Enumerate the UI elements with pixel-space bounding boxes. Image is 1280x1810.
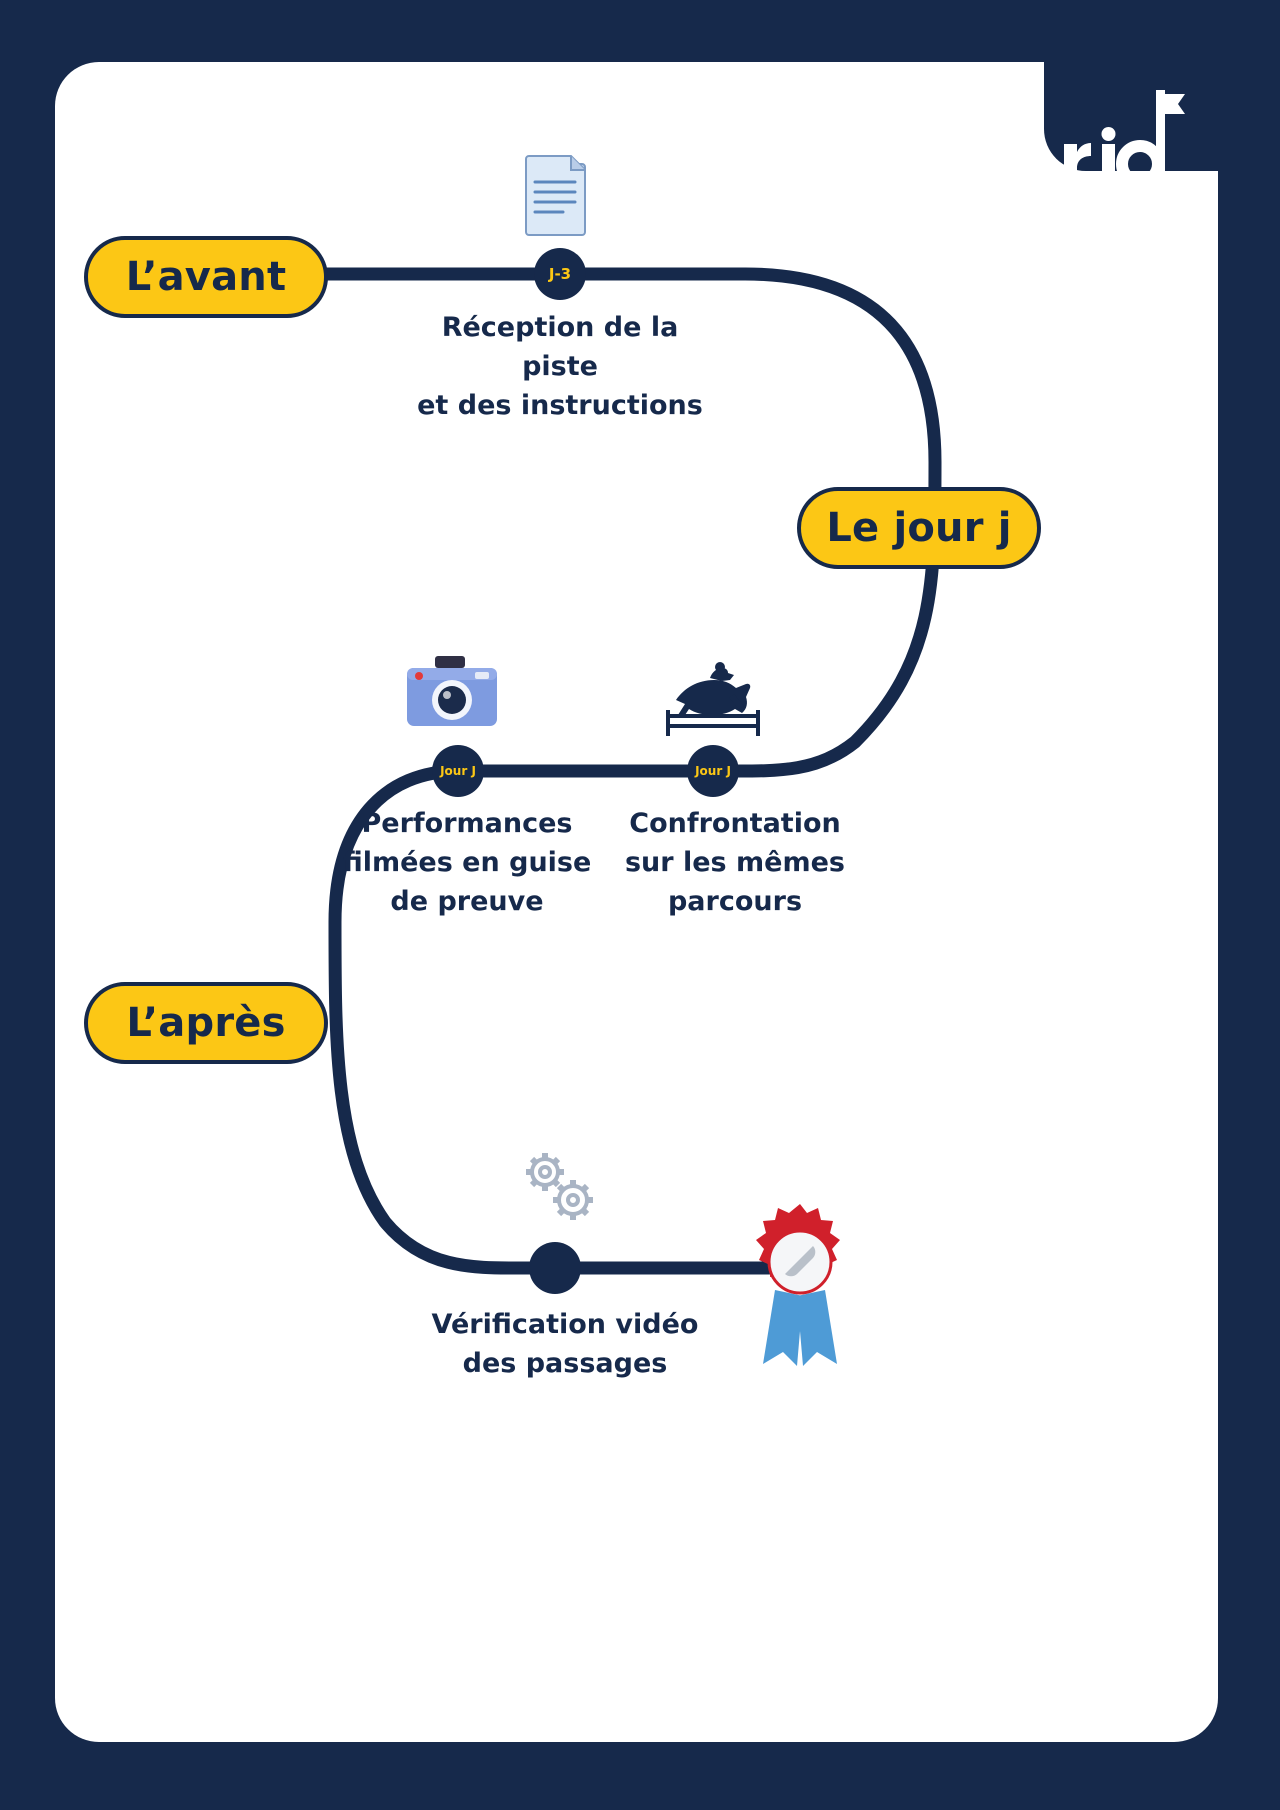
step-caption-performances-line-2: filmées en guise (342, 847, 592, 879)
stage-pill-jour-j-label: Le jour j (826, 505, 1012, 551)
step-caption-confrontation-line-2: sur les mêmes (624, 847, 845, 879)
step-caption-reception-line-1: Réception de la (441, 312, 679, 343)
stage-pill-avant-label: L’avant (125, 254, 287, 300)
node-label-confrontation: Jour J (695, 764, 731, 778)
step-caption-verification (395, 1305, 735, 1383)
step-caption-reception-line-3: et des instructions (417, 390, 703, 422)
stage-pill-apres-label: L’après (126, 1000, 286, 1046)
document-icon (523, 154, 599, 240)
camera-icon (405, 654, 499, 734)
step-caption-confrontation-line-1: Confrontation (629, 808, 841, 839)
timeline-node-reception[interactable] (534, 248, 586, 300)
step-caption-reception-line-2: piste (522, 351, 598, 383)
poster-card (55, 62, 1218, 1742)
timeline-node-confrontation[interactable] (687, 745, 739, 797)
step-caption-performances-line-1: Performances (361, 808, 573, 839)
step-caption-verification-line-2: des passages (462, 1348, 668, 1380)
show-jumping-icon (658, 658, 768, 738)
timeline-node-performances[interactable] (432, 745, 484, 797)
timeline-node-verification[interactable] (529, 1242, 581, 1294)
stage-pill-avant[interactable] (84, 236, 328, 318)
step-caption-performances-line-3: de preuve (390, 886, 544, 918)
step-caption-confrontation-line-3: parcours (667, 886, 803, 918)
gears-icon (515, 1144, 599, 1228)
node-label-performances: Jour J (440, 764, 476, 778)
step-caption-verification-line-1: Vérification vidéo (431, 1309, 699, 1340)
step-caption-performances (317, 804, 617, 921)
step-caption-confrontation (595, 804, 875, 921)
step-caption-reception (380, 308, 740, 425)
rid-logo (1058, 82, 1188, 182)
node-label-reception: J-3 (548, 265, 572, 283)
award-rosette-icon (745, 1200, 855, 1370)
stage-pill-apres[interactable] (84, 982, 328, 1064)
stage-pill-jour-j[interactable] (797, 487, 1041, 569)
